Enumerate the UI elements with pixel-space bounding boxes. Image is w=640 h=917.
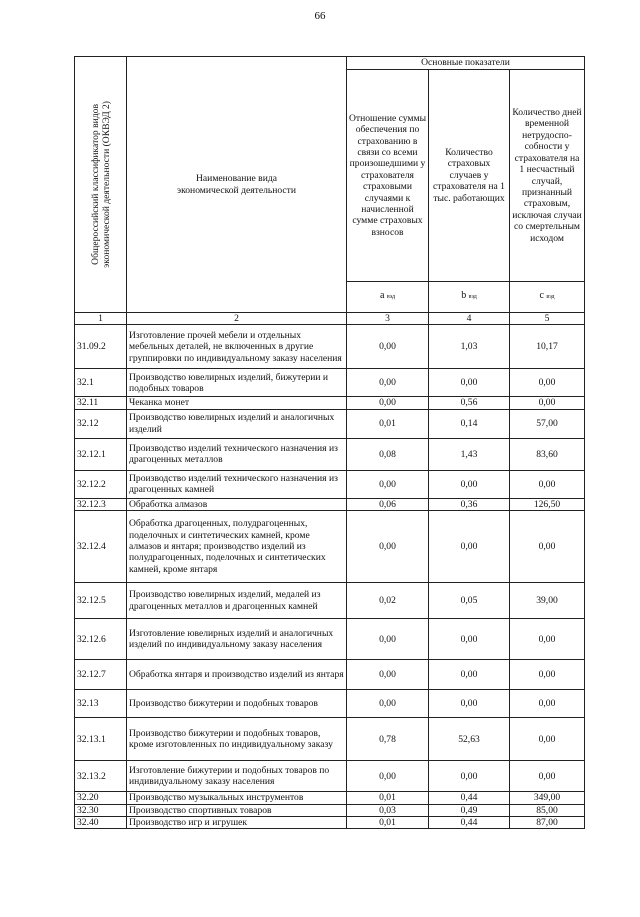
col3-header: Отношение суммы обеспечения по страхованию в связи со всеми произошедшими у страхователя страховыми случаями к начисленной сумме страховых взносов [347,70,429,282]
value-b-cell: 52,63 [429,718,510,761]
okved-code-cell: 32.12 [75,409,127,438]
col5-symbol: c вэд [510,282,585,313]
table-row [75,409,585,438]
column-number: 5 [510,313,585,325]
activity-name-cell: Изготовление ювелирных изделий и аналогичных изделий по индивидуальному заказу населения [127,619,347,660]
value-b-cell: 1,43 [429,438,510,470]
value-c-cell: 0,00 [510,397,585,409]
value-b-cell: 0,49 [429,804,510,816]
okved-code-cell: 32.13.1 [75,718,127,761]
value-a-cell: 0,00 [347,660,429,690]
value-b-cell: 0,00 [429,761,510,792]
value-c-cell: 126,50 [510,498,585,510]
value-b-cell: 0,05 [429,583,510,619]
table-row [75,804,585,816]
value-c-cell: 10,17 [510,325,585,369]
activity-name-cell: Производство ювелирных изделий, бижутерии и подобных товаров [127,369,347,397]
value-b-cell: 0,14 [429,409,510,438]
table-row [75,498,585,510]
value-c-cell: 349,00 [510,792,585,804]
activity-name-cell: Производство изделий технического назначения из драгоценных камней [127,470,347,498]
table-row [75,583,585,619]
value-b-cell: 0,00 [429,660,510,690]
column-number: 1 [75,313,127,325]
activity-name-cell: Изготовление прочей мебели и отдельных мебельных деталей, не включенных в другие группировки по индивидуальному заказу населения [127,325,347,369]
value-a-cell: 0,78 [347,718,429,761]
value-c-cell: 0,00 [510,511,585,583]
value-a-cell: 0,06 [347,498,429,510]
value-a-cell: 0,01 [347,409,429,438]
col3-symbol: а вэд [347,282,429,313]
value-a-cell: 0,00 [347,690,429,718]
value-c-cell: 0,00 [510,761,585,792]
activity-name-cell: Изготовление бижутерии и подобных товаров по индивидуальному заказу населения [127,761,347,792]
page-number: 66 [314,10,326,22]
okved-code-cell: 32.13.2 [75,761,127,792]
activity-name-cell: Производство бижутерии и подобных товаров, кроме изготовленных по индивидуальному заказу [127,718,347,761]
value-a-cell: 0,00 [347,619,429,660]
column-number-row [75,313,585,325]
activity-name-cell: Производство ювелирных изделий, медалей из драгоценных металлов и драгоценных камней [127,583,347,619]
value-b-cell: 0,00 [429,369,510,397]
value-c-cell: 0,00 [510,470,585,498]
table-row [75,660,585,690]
okved-code-cell: 32.30 [75,804,127,816]
okved-code-cell: 31.09.2 [75,325,127,369]
activity-name-cell: Производство бижутерии и подобных товаров [127,690,347,718]
value-b-cell: 0,00 [429,690,510,718]
value-b-cell: 0,44 [429,817,510,829]
okved-code-cell: 32.12.1 [75,438,127,470]
table-row [75,817,585,829]
activity-name-cell: Производство игр и игрушек [127,817,347,829]
value-c-cell: 57,00 [510,409,585,438]
value-a-cell: 0,00 [347,325,429,369]
table-row [75,619,585,660]
activity-name-cell: Обработка драгоценных, полудрагоценных, поделочных и синтетических камней, кроме алмазов и янтаря; производство изделий из полудрагоценных, поделочных и синтетических камней, кроме янтаря [127,511,347,583]
column-number: 2 [127,313,347,325]
value-b-cell: 0,00 [429,619,510,660]
activity-name-cell: Обработка янтаря и производство изделий из янтаря [127,660,347,690]
activity-name-cell: Производство ювелирных изделий и аналогичных изделий [127,409,347,438]
activity-name-cell: Обработка алмазов [127,498,347,510]
column-number: 4 [429,313,510,325]
activity-name-column-header: Наименование вида экономической деятельности [127,57,347,313]
table-row [75,369,585,397]
value-b-cell: 0,00 [429,470,510,498]
value-c-cell: 39,00 [510,583,585,619]
value-a-cell: 0,00 [347,470,429,498]
value-b-cell: 0,56 [429,397,510,409]
value-a-cell: 0,08 [347,438,429,470]
value-a-cell: 0,02 [347,583,429,619]
value-c-cell: 83,60 [510,438,585,470]
value-a-cell: 0,01 [347,792,429,804]
value-a-cell: 0,03 [347,804,429,816]
table-row [75,690,585,718]
table-row [75,438,585,470]
activity-name-cell: Производство изделий технического назначения из драгоценных металлов [127,438,347,470]
value-a-cell: 0,01 [347,817,429,829]
okved-code-cell: 32.12.7 [75,660,127,690]
okved-code-cell: 32.11 [75,397,127,409]
okved-column-header: Общероссийский классификатор видов экономической деятельности (ОКВЭД 2) [75,57,127,313]
okved-code-cell: 32.12.5 [75,583,127,619]
column-number: 3 [347,313,429,325]
okved-code-cell: 32.13 [75,690,127,718]
col4-header: Количество страховых случаев у страхователя на 1 тыс. работающих [429,70,510,282]
activity-name-cell: Производство музыкальных инструментов [127,792,347,804]
value-c-cell: 87,00 [510,817,585,829]
okved-code-cell: 32.1 [75,369,127,397]
value-b-cell: 0,36 [429,498,510,510]
okved-code-cell: 32.40 [75,817,127,829]
okved-code-cell: 32.20 [75,792,127,804]
value-a-cell: 0,00 [347,511,429,583]
table-row [75,761,585,792]
indicators-table [74,56,585,829]
value-b-cell: 0,00 [429,511,510,583]
table-row [75,397,585,409]
table-row [75,511,585,583]
value-c-cell: 0,00 [510,718,585,761]
value-b-cell: 1,03 [429,325,510,369]
table-row [75,718,585,761]
col4-symbol: b вэд [429,282,510,313]
value-c-cell: 0,00 [510,660,585,690]
table-row [75,792,585,804]
value-a-cell: 0,00 [347,397,429,409]
activity-name-cell: Производство спортивных товаров [127,804,347,816]
main-indicators-header: Основные показатели [347,57,585,70]
value-c-cell: 0,00 [510,369,585,397]
activity-name-cell: Чеканка монет [127,397,347,409]
okved-code-cell: 32.12.3 [75,498,127,510]
value-c-cell: 0,00 [510,619,585,660]
okved-code-cell: 32.12.4 [75,511,127,583]
value-b-cell: 0,44 [429,792,510,804]
okved-code-cell: 32.12.2 [75,470,127,498]
value-c-cell: 0,00 [510,690,585,718]
table-row [75,325,585,369]
value-c-cell: 85,00 [510,804,585,816]
okved-code-cell: 32.12.6 [75,619,127,660]
value-a-cell: 0,00 [347,369,429,397]
value-a-cell: 0,00 [347,761,429,792]
table-row [75,470,585,498]
col5-header: Количество дней временной нетрудоспо-собности у страхователя на 1 несчастный случай, признанный страховым, исключая случаи со смертельным исходом [510,70,585,282]
